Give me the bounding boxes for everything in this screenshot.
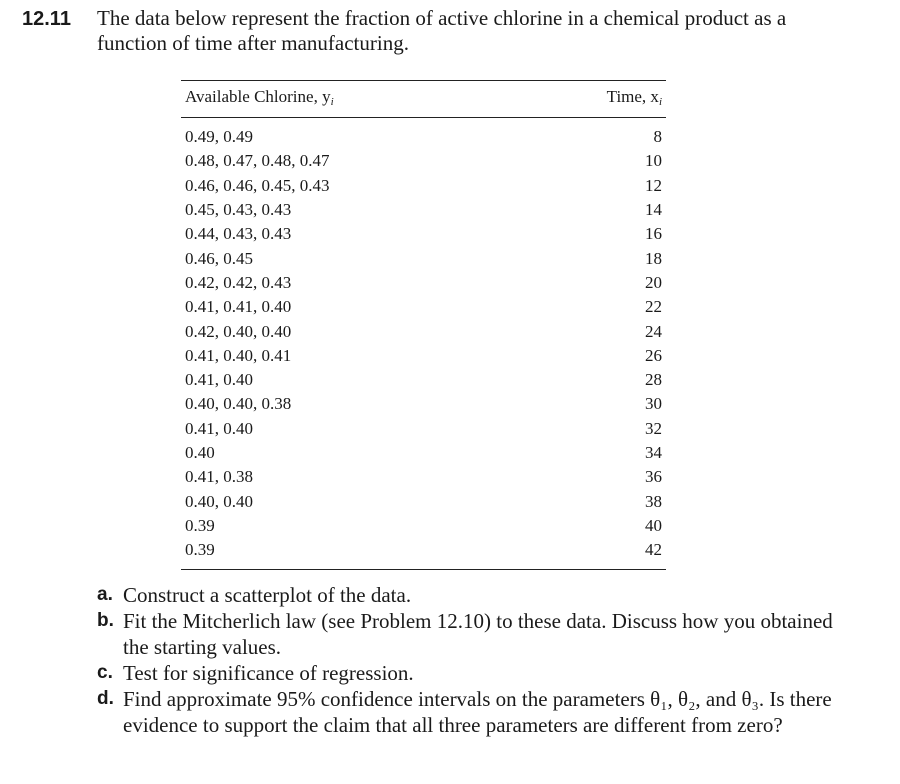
chlorine-values: 0.45, 0.43, 0.43 (185, 200, 292, 220)
table-row (181, 344, 666, 368)
time-value: 20 (645, 272, 662, 292)
time-value: 14 (645, 200, 662, 220)
table-row (181, 514, 666, 538)
table-body (181, 118, 666, 570)
problem-parts (97, 582, 837, 738)
time-value: 16 (645, 224, 662, 244)
problem-part (97, 686, 837, 738)
chlorine-values: 0.44, 0.43, 0.43 (185, 224, 292, 244)
table-row (181, 319, 666, 343)
table-row (181, 538, 666, 570)
part-letter: b. (97, 610, 114, 631)
header-available-chlorine: Available Chlorine, $y_i$ (181, 81, 526, 118)
time-value: 40 (645, 515, 662, 535)
problem-part (97, 608, 837, 660)
chlorine-values: 0.48, 0.47, 0.48, 0.47 (185, 151, 330, 171)
table-row (181, 392, 666, 416)
time-value: 34 (645, 443, 662, 462)
time-value: 38 (645, 491, 662, 511)
chlorine-values: 0.41, 0.40 (185, 418, 253, 438)
table-row (181, 489, 666, 513)
problem-header (22, 6, 882, 56)
table-row (181, 222, 666, 246)
chlorine-values: 0.40 (185, 443, 215, 462)
chlorine-values: 0.46, 0.45 (185, 248, 253, 268)
table-row (181, 465, 666, 489)
time-value: 22 (645, 297, 662, 317)
chlorine-values: 0.40, 0.40, 0.38 (185, 394, 292, 414)
chlorine-values: 0.39 (185, 515, 215, 535)
table-row (181, 368, 666, 392)
part-text: Construct a scatterplot of the data. (123, 583, 412, 607)
chlorine-values: 0.41, 0.41, 0.40 (185, 297, 292, 317)
problem-part (97, 660, 837, 686)
table-row (181, 441, 666, 465)
time-value: 42 (526, 538, 666, 570)
time-value: 24 (645, 321, 662, 341)
part-letter: d. (97, 688, 114, 709)
chlorine-values: 0.41, 0.38 (185, 467, 253, 487)
table-row (181, 295, 666, 319)
header-time: Time, $x_i$ (526, 81, 666, 118)
part-letter: c. (97, 662, 113, 683)
chlorine-values: 0.46, 0.46, 0.45, 0.43 (185, 175, 330, 195)
table-header-row (181, 81, 666, 118)
time-value: 8 (653, 127, 662, 147)
table-row (181, 118, 666, 150)
table-row (181, 198, 666, 222)
chlorine-values: 0.49, 0.49 (185, 127, 253, 147)
part-text: Test for significance of regression. (123, 661, 414, 685)
chlorine-values: 0.41, 0.40, 0.41 (185, 345, 292, 365)
chlorine-values: 0.42, 0.42, 0.43 (185, 272, 292, 292)
time-value: 12 (645, 175, 662, 195)
chlorine-values: 0.42, 0.40, 0.40 (185, 321, 292, 341)
part-text: Fit the Mitcherlich law (see Problem 12.10) to these data. Discuss how you obtained the starting values. (123, 609, 833, 659)
problem-part (97, 582, 837, 608)
time-value: 32 (645, 418, 662, 438)
time-value: 18 (645, 248, 662, 268)
table-row (181, 246, 666, 270)
problem-number: 12.11 (22, 8, 71, 30)
table-row (181, 271, 666, 295)
problem-statement: The data below represent the fraction of active chlorine in a chemical product as a function of time after manufacturing. (97, 6, 787, 55)
time-value: 28 (645, 370, 662, 390)
table-row (181, 174, 666, 198)
chlorine-values: 0.41, 0.40 (185, 370, 253, 390)
table-row (181, 149, 666, 173)
time-value: 36 (645, 467, 662, 487)
time-value: 10 (645, 151, 662, 171)
table-row (181, 417, 666, 441)
time-value: 30 (645, 394, 662, 414)
chlorine-values: 0.40, 0.40 (185, 491, 253, 511)
part-text: Find approximate 95% confidence intervals on the parameters θ₁, θ₂, and θ₃. Is there evidence to support the claim that all three parameters are different from zero? (123, 687, 832, 737)
time-value: 26 (645, 345, 662, 365)
part-letter: a. (97, 584, 113, 605)
data-table (181, 80, 666, 570)
chlorine-values: 0.39 (181, 538, 526, 570)
